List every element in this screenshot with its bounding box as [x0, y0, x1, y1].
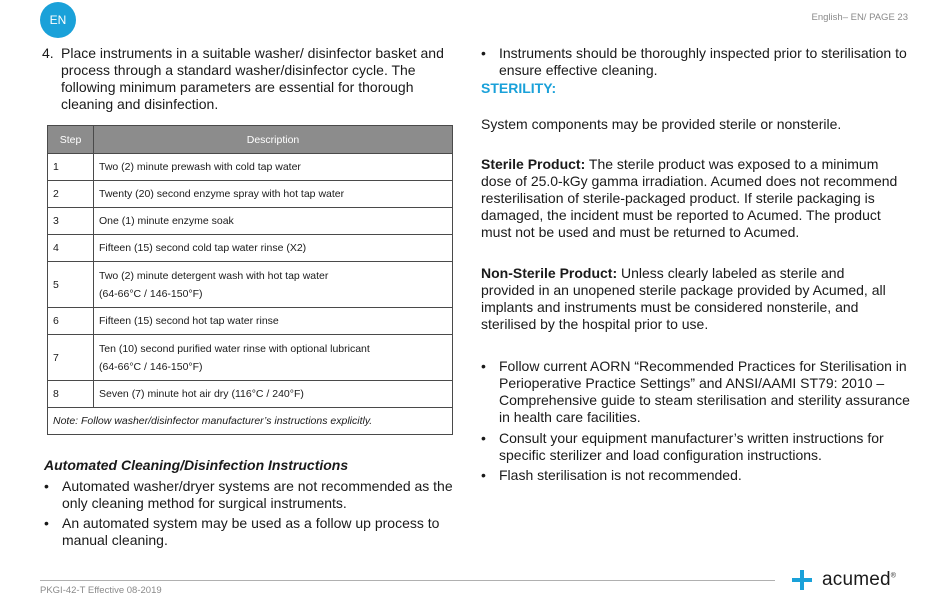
- sterility-heading: STERILITY:: [481, 80, 557, 96]
- description-line: Two (2) minute detergent wash with hot tap water: [99, 269, 329, 282]
- language-badge: EN: [40, 2, 76, 38]
- list-item: [481, 467, 911, 485]
- description-line: Fifteen (15) second hot tap water rinse: [99, 315, 279, 327]
- table-row: [48, 335, 453, 381]
- description-line: Seven (7) minute hot air dry (116°C / 240°F): [99, 388, 304, 400]
- sterile-product-text: The sterile product was exposed to a minimum dose of 25.0-kGy gamma irradiation. Acumed does not recommend resterilisation of sterile-packaged product. If sterile packaging is damaged, the incident must be reported to Acumed. The product must not be used and must be returned to Acumed.: [481, 156, 898, 240]
- table-header-row: [48, 126, 453, 154]
- bullet-text: An automated system may be used as a follow up process to manual cleaning.: [62, 515, 440, 548]
- description-cell: [94, 262, 453, 308]
- table-note: Note: Follow washer/disinfector manufacturer’s instructions explicitly.: [48, 408, 453, 435]
- bullet-text: Follow current AORN “Recommended Practices for Sterilisation in Perioperative Practice Settings” and ANSI/AAMI ST79: 2010 – Comprehensive guide to steam sterilisation and sterility assurance in health care facilities.: [499, 358, 910, 425]
- table-row: [48, 235, 453, 262]
- nonsterile-product-text: Unless clearly labeled as sterile and provided in an unopened sterile package provided by Acumed, all implants and instruments must be considered nonsterile, and sterilised by the hospital prior to use.: [481, 265, 886, 332]
- step-cell: 3: [48, 208, 94, 235]
- registered-mark: ®: [890, 572, 897, 580]
- description-cell: [94, 335, 453, 381]
- description-cell: [94, 154, 453, 181]
- sterility-intro: System components may be provided sterile or nonsterile.: [481, 116, 842, 132]
- column-header-description: Description: [94, 126, 453, 154]
- nonsterile-product-paragraph: [481, 265, 891, 333]
- bullet-text: Flash sterilisation is not recommended.: [499, 467, 742, 483]
- description-cell: [94, 208, 453, 235]
- brand-wordmark: acumed: [822, 569, 891, 590]
- table-row: [48, 208, 453, 235]
- step-cell: 1: [48, 154, 94, 181]
- bullet-dot-icon: •: [481, 467, 486, 483]
- list-item: [481, 45, 911, 81]
- table-note-row: [48, 408, 453, 435]
- step-4-item: [42, 45, 467, 113]
- table-row: [48, 262, 453, 308]
- description-cell: [94, 381, 453, 408]
- nonsterile-product-label: Non-Sterile Product:: [481, 265, 618, 281]
- list-item: [481, 430, 911, 466]
- list-item: [44, 478, 468, 514]
- description-cell: [94, 181, 453, 208]
- step-text: Place instruments in a suitable washer/ disinfector basket and process through a standard washer/disinfector cycle. The following minimum parameters are essential for thorough cleaning and disinfection.: [61, 45, 444, 112]
- bullet-dot-icon: •: [481, 45, 486, 61]
- step-cell: 4: [48, 235, 94, 262]
- bullet-text: Instruments should be thoroughly inspected prior to sterilisation to ensure effective cleaning.: [499, 45, 907, 78]
- step-number: 4.: [42, 45, 54, 61]
- list-item: [481, 358, 911, 428]
- list-item: [44, 515, 468, 551]
- description-cell: [94, 235, 453, 262]
- step-cell: 2: [48, 181, 94, 208]
- description-cell: [94, 308, 453, 335]
- brand-name: [822, 569, 896, 591]
- bullet-dot-icon: •: [44, 515, 49, 531]
- automated-heading: Automated Cleaning/Disinfection Instructions: [44, 457, 349, 473]
- description-line: (64-66°C / 146-150°F): [99, 360, 203, 373]
- sterile-product-label: Sterile Product:: [481, 156, 586, 172]
- cycle-parameters-table: [47, 125, 453, 435]
- table-row: [48, 154, 453, 181]
- description-line: Two (2) minute prewash with cold tap water: [99, 161, 301, 173]
- bullet-text: Automated washer/dryer systems are not recommended as the only cleaning method for surgical instruments.: [62, 478, 453, 511]
- acumed-cross-icon: [790, 568, 814, 592]
- table-row: [48, 308, 453, 335]
- description-line: Twenty (20) second enzyme spray with hot tap water: [99, 188, 345, 200]
- table-row: [48, 381, 453, 408]
- bullet-dot-icon: •: [481, 358, 486, 374]
- table-row: [48, 181, 453, 208]
- description-line: Fifteen (15) second cold tap water rinse (X2): [99, 242, 307, 254]
- column-header-step: Step: [48, 126, 94, 154]
- bullet-dot-icon: •: [44, 478, 49, 494]
- description-line: Ten (10) second purified water rinse with optional lubricant: [99, 342, 370, 355]
- step-cell: 7: [48, 335, 94, 381]
- footer-divider: [40, 580, 775, 581]
- footer-doc-code: PKGI-42-T Effective 08-2019: [40, 585, 162, 596]
- bullet-dot-icon: •: [481, 430, 486, 446]
- page-label: English– EN/ PAGE 23: [811, 12, 908, 23]
- description-line: (64-66°C / 146-150°F): [99, 287, 203, 300]
- sterile-product-paragraph: [481, 156, 911, 241]
- acumed-logo: [790, 567, 896, 593]
- description-line: One (1) minute enzyme soak: [99, 215, 234, 227]
- step-cell: 8: [48, 381, 94, 408]
- bullet-text: Consult your equipment manufacturer’s written instructions for specific sterilizer and load configuration instructions.: [499, 430, 884, 463]
- step-cell: 5: [48, 262, 94, 308]
- step-cell: 6: [48, 308, 94, 335]
